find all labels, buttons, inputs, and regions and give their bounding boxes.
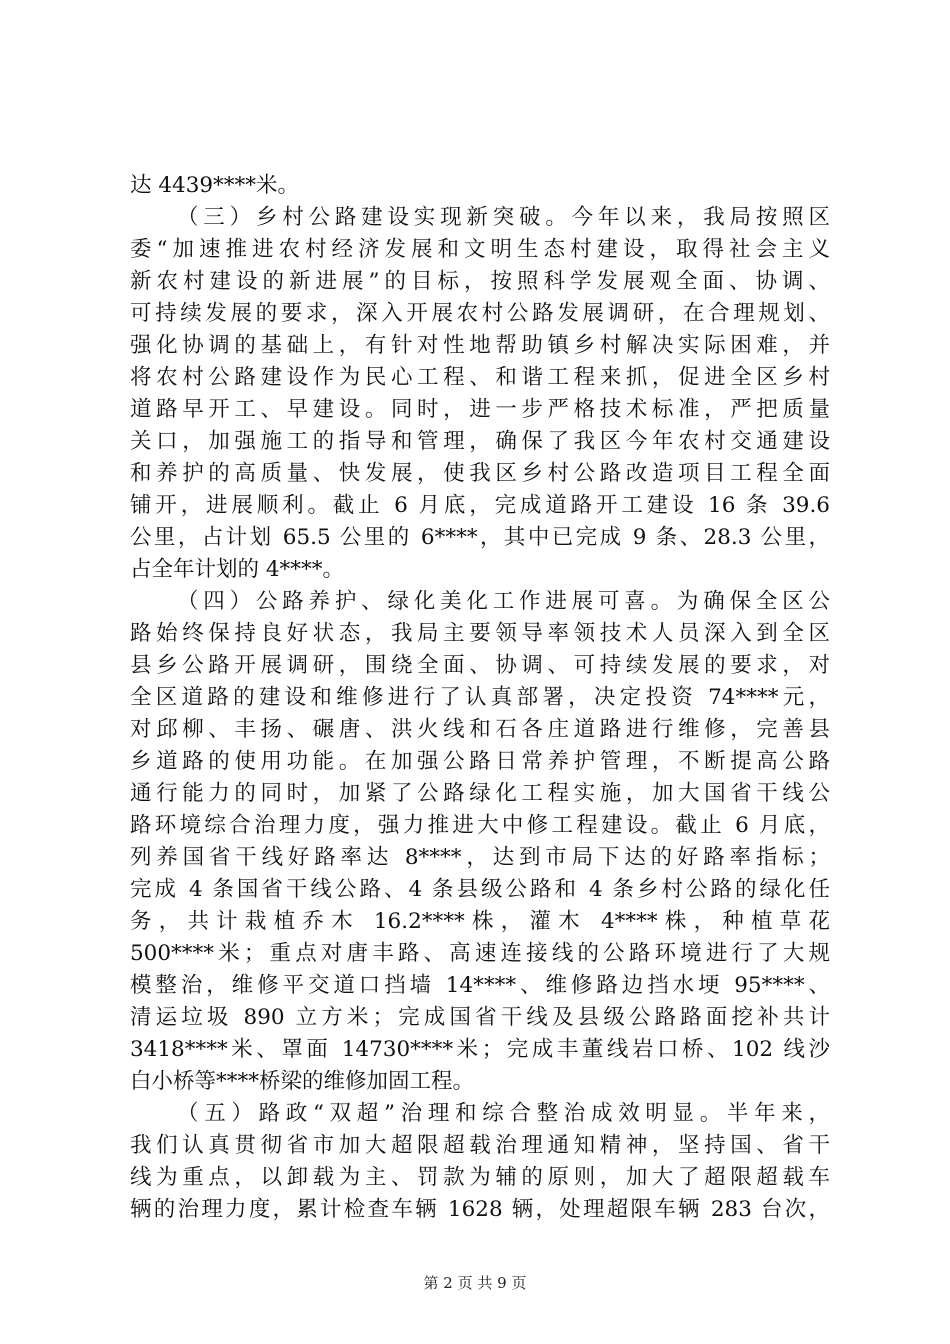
text-line: 县乡公路开展调研，围绕全面、协调、可持续发展的要求，对 bbox=[130, 653, 830, 678]
text-line: 清运垃圾 890 立方米；完成国省干线及县级公路路面挖补共计 bbox=[130, 1005, 830, 1030]
text-line: 辆的治理力度，累计检查车辆 1628 辆，处理超限车辆 283 台次， bbox=[130, 1197, 830, 1222]
text-line: 500****米；重点对唐丰路、高速连接线的公路环境进行了大规 bbox=[130, 941, 830, 966]
text-line: 路始终保持良好状态，我局主要领导率领技术人员深入到全区 bbox=[130, 621, 830, 646]
text-line: 强化协调的基础上，有针对性地帮助镇乡村解决实际困难，并 bbox=[130, 333, 830, 358]
page-footer bbox=[0, 1272, 950, 1293]
text-line: 完成 4 条国省干线公路、4 条县级公路和 4 条乡村公路的绿化任 bbox=[130, 877, 830, 902]
text-line: 我们认真贯彻省市加大超限超载治理通知精神，坚持国、省干 bbox=[130, 1133, 830, 1158]
text-line: 新农村建设的新进展”的目标，按照科学发展观全面、协调、 bbox=[130, 269, 830, 294]
text-line: 模整治，维修平交道口挡墙 14****、维修路边挡水埂 95****、 bbox=[130, 973, 830, 998]
text-line: 铺开，进展顺利。截止 6 月底，完成道路开工建设 16 条 39.6 bbox=[130, 493, 830, 518]
text-line: 通行能力的同时，加紧了公路绿化工程实施，加大国省干线公 bbox=[130, 781, 830, 806]
text-line: 将农村公路建设作为民心工程、和谐工程来抓，促进全区乡村 bbox=[130, 365, 830, 390]
text-line: 列养国省干线好路率达 8****，达到市局下达的好路率指标； bbox=[130, 845, 830, 870]
text-line: 占全年计划的 4****。 bbox=[130, 557, 345, 582]
text-line: 3418****米、罩面 14730****米；完成丰董线岩口桥、102 线沙 bbox=[130, 1037, 830, 1062]
paragraph-heading-line: （五）路政“双超”治理和综合整治成效明显。半年来， bbox=[177, 1101, 830, 1126]
text-line: 对邱柳、丰扬、碾唐、洪火线和石各庄道路进行维修，完善县 bbox=[130, 717, 830, 742]
text-line: 全区道路的建设和维修进行了认真部署，决定投资 74****元， bbox=[130, 685, 830, 710]
text-line: 和养护的高质量、快发展，使我区乡村公路改造项目工程全面 bbox=[130, 461, 830, 486]
text-line: 可持续发展的要求，深入开展农村公路发展调研，在合理规划、 bbox=[130, 301, 830, 326]
text-line: 达 4439****米。 bbox=[130, 173, 300, 198]
document-body bbox=[130, 170, 830, 1226]
text-line: 务，共计栽植乔木 16.2****株，灌木 4****株，种植草花 bbox=[130, 909, 830, 934]
text-line: 线为重点，以卸载为主、罚款为辅的原则，加大了超限超载车 bbox=[130, 1165, 830, 1190]
text-line: 关口，加强施工的指导和管理，确保了我区今年农村交通建设 bbox=[130, 429, 830, 454]
text-line: 道路早开工、早建设。同时，进一步严格技术标准，严把质量 bbox=[130, 397, 830, 422]
paragraph-heading-line: （三）乡村公路建设实现新突破。今年以来，我局按照区 bbox=[177, 205, 830, 230]
text-line: 委“加速推进农村经济发展和文明生态村建设，取得社会主义 bbox=[130, 237, 830, 262]
paragraph-heading-line: （四）公路养护、绿化美化工作进展可喜。为确保全区公 bbox=[177, 589, 830, 614]
text-line: 白小桥等****桥梁的维修加固工程。 bbox=[130, 1069, 475, 1094]
text-line: 乡道路的使用功能。在加强公路日常养护管理，不断提高公路 bbox=[130, 749, 830, 774]
page-number: 第 2 页 共 9 页 bbox=[423, 1274, 527, 1292]
text-line: 公里，占计划 65.5 公里的 6****，其中已完成 9 条、28.3 公里， bbox=[130, 525, 830, 550]
text-line: 路环境综合治理力度，强力推进大中修工程建设。截止 6 月底， bbox=[130, 813, 830, 838]
